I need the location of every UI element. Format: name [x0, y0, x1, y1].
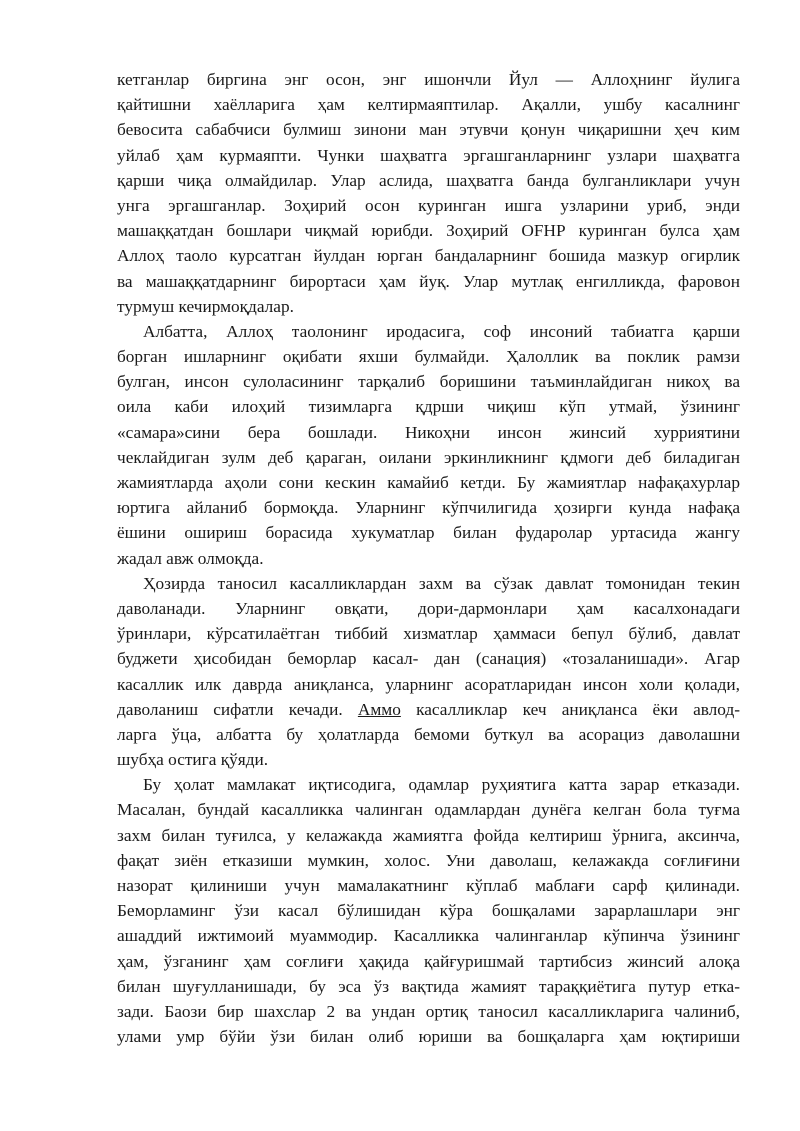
text-line: булган, инсон сулоласининг тарқалиб боришини таъминлайдиган никоҳ ва — [117, 372, 740, 392]
text-line: қайтишни хаёлларига ҳам келтирмаяптилар. Ақалли, ушбу касалнинг — [117, 95, 740, 115]
text-line: бевосита сабабчиси булмиш зинони ман этувчи қонун чиқаришни ҳеч ким — [117, 120, 740, 140]
text-line: Беморламинг ўзи касал бўлишидан кўра бошқалами зарарлашлари энг — [117, 901, 740, 921]
text-line: жамиятларда аҳоли сони кескин камайиб кетди. Бу жамиятлар нафақахурлар — [117, 473, 740, 492]
text-line: жадал авж олмоқда. — [117, 548, 264, 568]
text-line: ашаддий ижтимоий муаммодир. Касалликка чалинганлар кўпинча ўзининг — [117, 926, 740, 946]
text-line: оила каби илоҳий тизимларга қдрши чиқиш кўп утмай, ўзининг — [117, 397, 740, 417]
text-line: касаллик илк даврда аниқланса, уларнинг асоратларидан инсон холи қолади, — [117, 674, 740, 694]
text-line: ва машаққатдарнинг бирортаси ҳам йуқ. Улар мутлақ енгилликда, фаровон — [117, 271, 740, 291]
paragraph-3 — [117, 571, 740, 773]
text-line: даволанади. Уларнинг овқати, дори-дармонлари ҳам касалхонадаги — [117, 598, 740, 618]
text-line: турмуш кечирмоқдалар. — [117, 296, 294, 316]
text-line: машаққатдан бошлари чиқмай юрибди. Зоҳирий ОFНР куринган булса ҳам — [117, 221, 740, 241]
text-line: кетганлар биргина энг осон, энг ишончли Йул — Аллоҳнинг йулига — [117, 70, 740, 89]
text-line: даволаниш сифатли кечади. Аммо касалликлар кеч аниқланса ёки авлод- — [117, 699, 740, 719]
underlined-word: Аммо — [357, 699, 401, 719]
text-line: ўринлари, кўрсатилаётган тиббий хизматлар ҳаммаси бепул бўлиб, давлат — [117, 624, 740, 644]
text-line: Ҳозирда таносил касалликлардан захм ва сўзак давлат томонидан текин — [143, 573, 740, 593]
text-line: билан шуғулланишади, бу эса ўз вақтида жамият тараққиётига путур етка- — [117, 976, 740, 996]
text-line: Бу ҳолат мамлакат иқтисодига, одамлар руҳиятига катта зарар етказади. — [143, 775, 740, 795]
text-line: қарши чиқа олмайдилар. Улар аслида, шаҳватга банда булганликлари учун — [117, 170, 740, 190]
text-line: ларга ўца, албатта бу ҳолатларда бемоми буткул ва асорациз даволашни — [117, 724, 740, 744]
text-line: ҳам, ўзганинг ҳам соғлиғи ҳақида қайғуришмай тартибсиз жинсий алоқа — [117, 951, 740, 971]
text-line: Масалан, бундай касалликка чалинган одамлардан дунёга келган бола туғма — [117, 800, 740, 820]
text-line: чеклайдиган зулм деб қараган, оилани эркинликнинг қдмоги деб биладиган — [117, 447, 740, 467]
paragraph-1 — [117, 67, 740, 319]
text-line: захм билан туғилса, у келажакда жамиятга фойда келтириш ўрнига, аксинча, — [117, 825, 740, 845]
text-line: борган ишларнинг оқибати яхши булмайди. Ҳалоллик ва поклик рамзи — [117, 347, 740, 367]
text-line: фақат зиён етказиши мумкин, холос. Уни даволаш, келажакда соғлиғини — [117, 850, 740, 870]
text-line: юртига айланиб бормоқда. Уларнинг кўпчилигида ҳозирги кунда нафақа — [117, 498, 740, 518]
text-line: унга эргашганлар. Зоҳирий осон куринган ишга узларини уриб, энди — [117, 195, 740, 215]
text-line: Албатта, Аллоҳ таолонинг иродасига, соф инсоний табиатга қарши — [143, 321, 740, 341]
text-line: зади. Баози бир шахслар 2 ва ундан ортиқ таносил касалликларига чалиниб, — [117, 1001, 740, 1021]
text-line: шубҳа остига қўяди. — [117, 750, 269, 770]
text-line: «самара»сини бера бошлади. Никоҳни инсон жинсий хурриятини — [117, 422, 740, 442]
text-line: ёшини ошириш борасида хукуматлар билан фударолар уртасида жангу — [117, 523, 740, 543]
text-line: улами умр бўйи ўзи билан олиб юриши ва бошқаларга ҳам юқтириши — [117, 1027, 740, 1047]
text-line: назорат қилиниши учун мамалакатнинг кўплаб маблағи сарф қилинади. — [117, 876, 740, 895]
paragraph-2 — [117, 319, 740, 571]
paragraph-4 — [117, 772, 740, 1049]
text-line: уйлаб ҳам курмаяпти. Чунки шаҳватга эргашганларнинг узлари шаҳватга — [117, 145, 740, 165]
text-line: буджети ҳисобидан беморлар касал- дан (санация) «тозаланишади». Агар — [117, 649, 740, 669]
text-line: Аллоҳ таоло курсатган йулдан юрган бандаларнинг бошида мазкур огирлик — [117, 246, 740, 266]
body-text — [117, 67, 740, 1049]
